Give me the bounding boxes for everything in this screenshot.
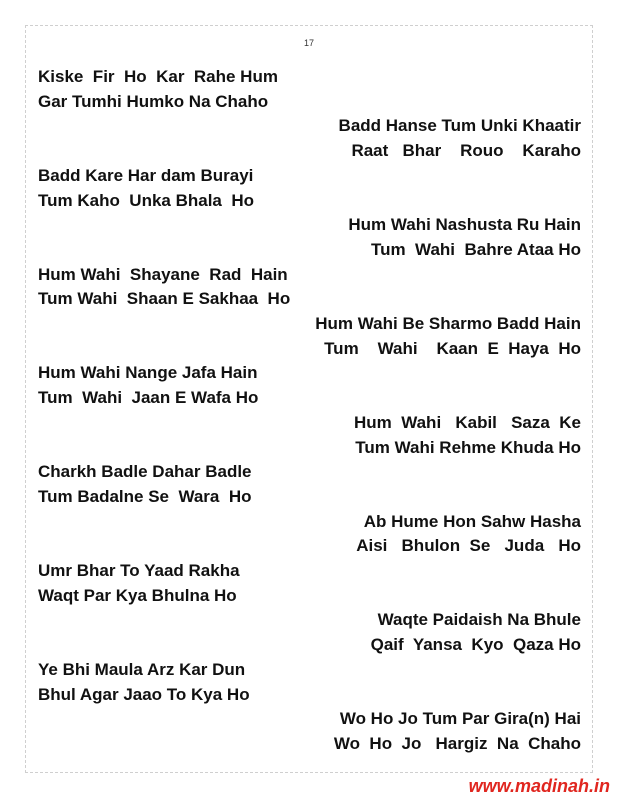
poem-line: Raat Bhar Rouo Karaho: [351, 141, 581, 161]
poem-line: Umr Bhar To Yaad Rakha: [38, 561, 240, 580]
poem-line: Tum Kaho Unka Bhala Ho: [38, 190, 254, 210]
poem-line: Gar Tumhi Humko Na Chaho: [38, 91, 269, 111]
poem-line: Hum Wahi Nange Jafa Hain: [38, 363, 258, 383]
poem-line: Ab Hume Hon Sahw Hasha: [363, 511, 581, 531]
poem-line: Tum Wahi Jaan E Wafa Ho: [38, 388, 259, 408]
poem-line: Tum Wahi Bahre Ataa Ho: [370, 239, 581, 259]
poem-line: Hum Wahi Shayane Rad Hain: [38, 264, 288, 284]
website-watermark: www.madinah.in: [468, 776, 610, 796]
poem-line: Hum Wahi Be Sharmo Badd Hain: [315, 314, 581, 333]
poem-line: Waqte Paidaish Na Bhule: [377, 610, 581, 630]
poem-line: Kiske Fir Ho Kar Rahe Hum: [38, 67, 278, 86]
page-number: 17: [303, 38, 314, 48]
poem-line: Aisi Bhulon Se Juda Ho: [356, 536, 581, 556]
poem-line: Tum Wahi Rehme Khuda Ho: [355, 437, 581, 457]
poem-line: Tum Badalne Se Wara Ho: [38, 486, 252, 506]
poem-line: Wo Ho Jo Tum Par Gira(n) Hai: [339, 709, 581, 729]
poem-line: Wo Ho Jo Hargiz Na Chaho: [333, 733, 581, 753]
poem-line: Hum Wahi Kabil Saza Ke: [353, 412, 581, 432]
poem-line: Badd Kare Har dam Burayi: [38, 165, 254, 185]
poem-line: Waqt Par Kya Bhulna Ho: [38, 585, 237, 605]
poem-line: Tum Wahi Shaan E Sakhaa Ho: [38, 289, 291, 309]
poem-line: Bhul Agar Jaao To Kya Ho: [38, 684, 250, 704]
poem-line: Badd Hanse Tum Unki Khaatir: [338, 116, 581, 136]
poem-line: Hum Wahi Nashusta Ru Hain: [348, 215, 581, 235]
poem-line: Charkh Badle Dahar Badle: [38, 462, 252, 482]
poem-line: Ye Bhi Maula Arz Kar Dun: [38, 659, 246, 679]
poem-line: Qaif Yansa Kyo Qaza Ho: [370, 635, 581, 655]
poem-line: Tum Wahi Kaan E Haya Ho: [324, 338, 581, 358]
